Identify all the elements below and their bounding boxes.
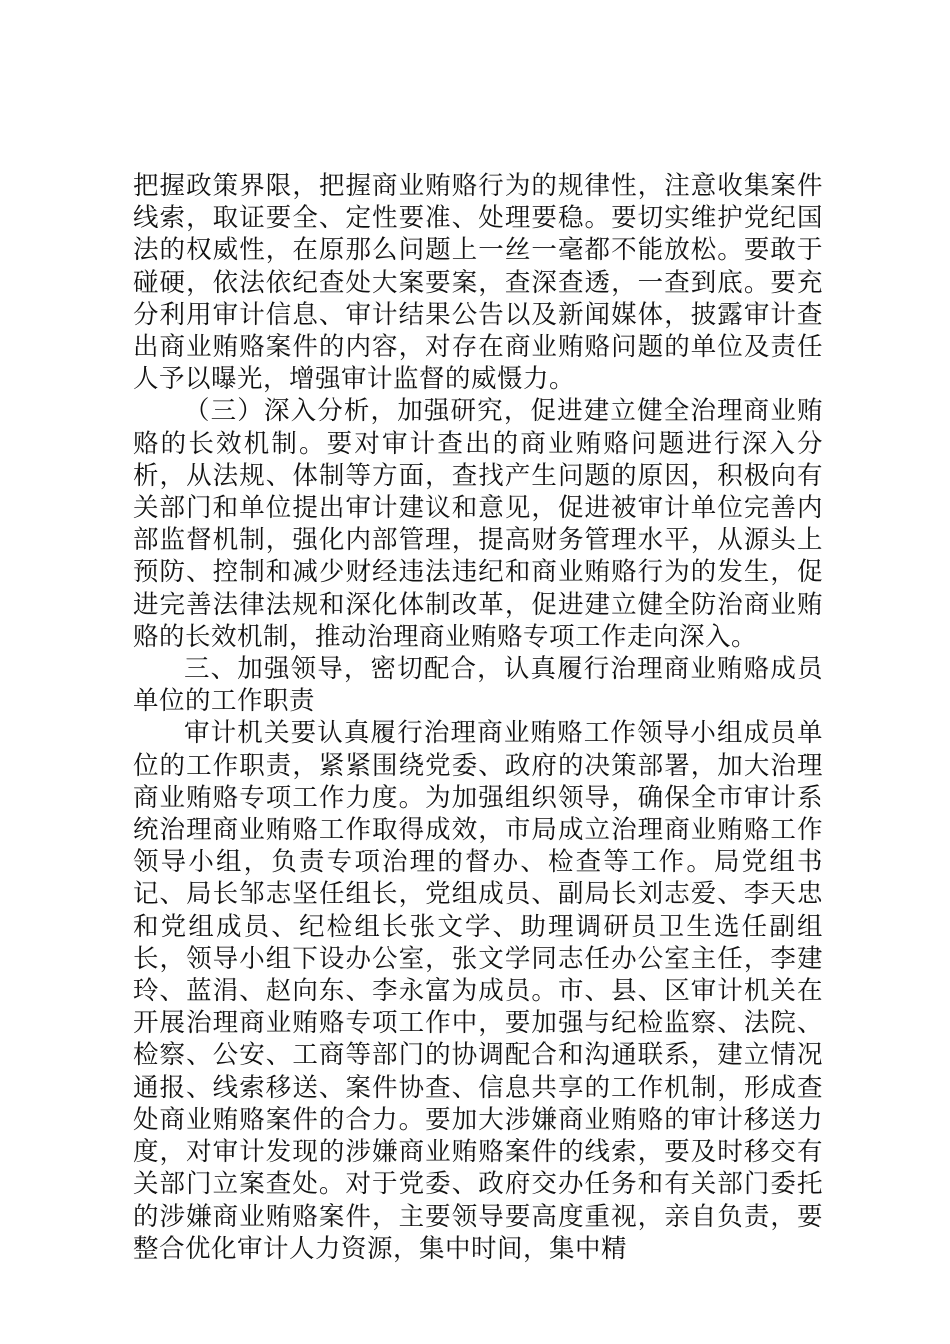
document-body <box>133 170 823 1265</box>
paragraph-continuation: 把握政策界限，把握商业贿赂行为的规律性，注意收集案件线索，取证要全、定性要准、处理要稳。要切实维护党纪国法的权威性，在原那么问题上一丝一毫都不能放松。要敢于碰硬，依法依纪查处大案要案，查深查透，一查到底。要充分利用审计信息、审计结果公告以及新闻媒体，披露审计查出商业贿赂案件的内容，对存在商业贿赂问题的单位及责任人予以曝光，增强审计监督的威慑力。 <box>133 171 823 395</box>
paragraph-section-three-analysis: （三）深入分析，加强研究，促进建立健全治理商业贿赂的长效机制。要对审计查出的商业贿赂问题进行深入分析，从法规、体制等方面，查找产生问题的原因，积极向有关部门和单位提出审计建议和意见，促进被审计单位完善内部监督机制，强化内部管理，提高财务管理水平，从源头上预防、控制和减少财经违法违纪和商业贿赂行为的发生，促进完善法律法规和深化体制改革，促进建立健全防治商业贿赂的长效机制，推动治理商业贿赂专项工作走向深入。 <box>133 396 823 652</box>
section-heading-three: 三、加强领导，密切配合，认真履行治理商业贿赂成员单位的工作职责 <box>133 654 823 717</box>
paragraph-leadership-duties: 审计机关要认真履行治理商业贿赂工作领导小组成员单位的工作职责，紧紧围绕党委、政府的决策部署，加大治理商业贿赂专项工作力度。为加强组织领导，确保全市审计系统治理商业贿赂工作取得成效，市局成立治理商业贿赂工作领导小组，负责专项治理的督办、检查等工作。局党组书记、局长邹志坚任组长，党组成员、副局长刘志爱、李天忠和党组成员、纪检组长张文学、助理调研员卫生选任副组长，领导小组下设办公室，张文学同志任办公室主任，李建玲、蓝涓、赵向东、李永富为成员。市、县、区审计机关在开展治理商业贿赂专项工作中，要加强与纪检监察、法院、检察、公安、工商等部门的协调配合和沟通联系，建立情况通报、线索移送、案件协查、信息共享的工作机制，形成查处商业贿赂案件的合力。要加大涉嫌商业贿赂的审计移送力度，对审计发现的涉嫌商业贿赂案件的线索，要及时移交有关部门立案查处。对于党委、政府交办任务和有关部门委托的涉嫌商业贿赂案件，主要领导要高度重视，亲自负责，要整合优化审计人力资源，集中时间，集中精 <box>133 718 823 1264</box>
